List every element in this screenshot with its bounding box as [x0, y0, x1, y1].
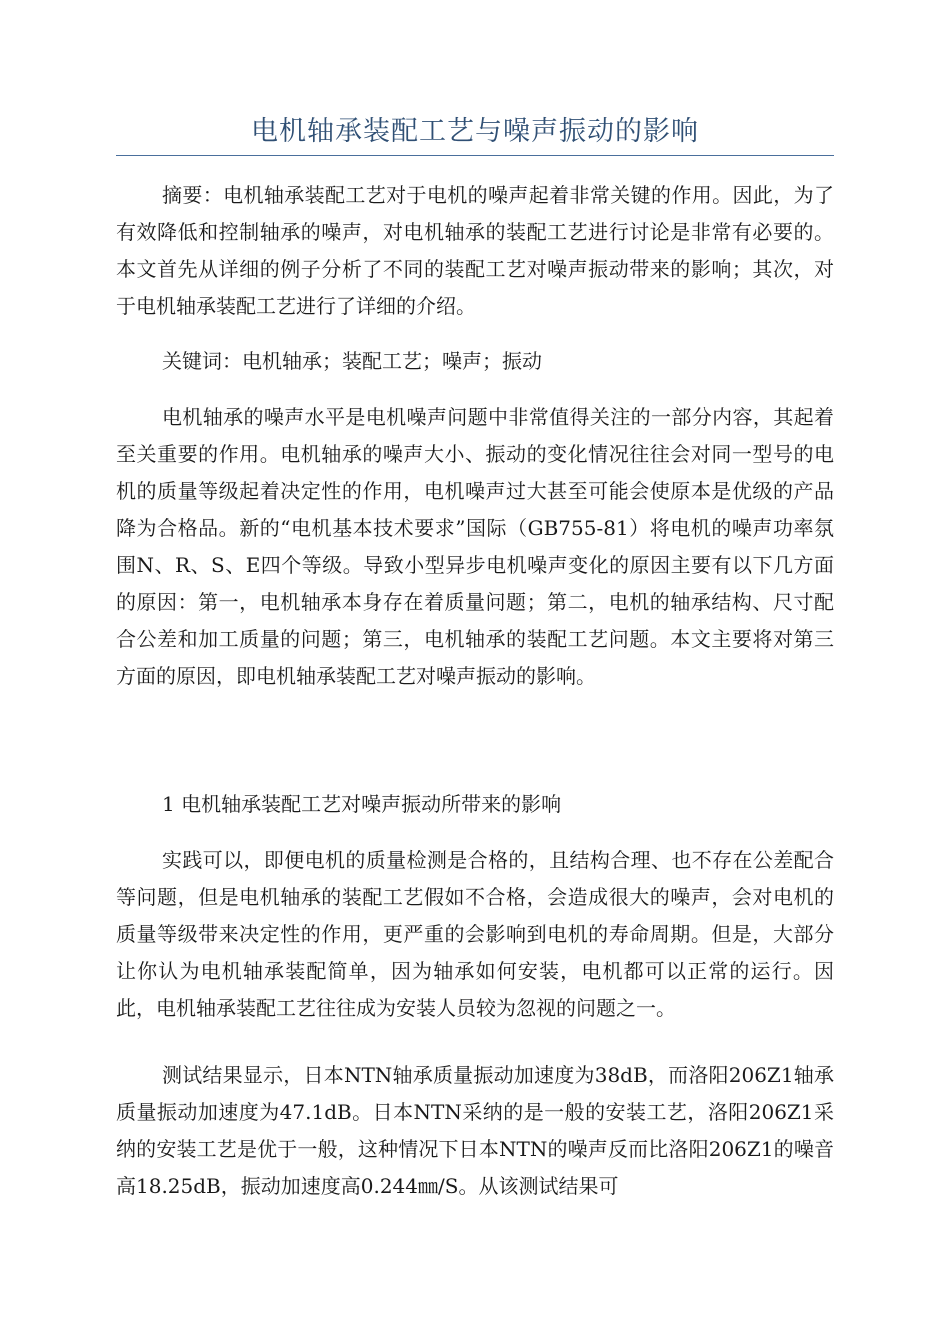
title-underline: [116, 155, 834, 156]
document-title: 电机轴承装配工艺与噪声振动的影响: [251, 116, 699, 147]
test-result-paragraph: 测试结果显示，日本NTN轴承质量振动加速度为38dB，而洛阳206Z1轴承质量振动加速度为47.1dB。日本NTN采纳的是一般的安装工艺，洛阳206Z1采纳的安装工艺是优于一般，这种情况下日本NTN的噪声反而比洛阳206Z1的噪音高18.25dB，振动加速度高0.244㎜/S。从该测试结果可: [116, 1063, 834, 1198]
practice-paragraph: 实践可以，即便电机的质量检测是合格的，且结构合理、也不存在公差配合等问题，但是电机轴承的装配工艺假如不合格，会造成很大的噪声，会对电机的质量等级带来决定性的作用，更严重的会影响到电机的寿命周期。但是，大部分让你认为电机轴承装配简单，因为轴承如何安装，电机都可以正常的运行。因此，电机轴承装配工艺往往成为安装人员较为忽视的问题之一。: [116, 848, 834, 1020]
keywords-paragraph: 关键词：电机轴承；装配工艺；噪声；振动: [162, 349, 542, 373]
section-heading-1: 1 电机轴承装配工艺对噪声振动所带来的影响: [162, 792, 562, 816]
abstract-paragraph: 摘要：电机轴承装配工艺对于电机的噪声起着非常关键的作用。因此，为了有效降低和控制轴承的噪声，对电机轴承的装配工艺进行讨论是非常有必要的。本文首先从详细的例子分析了不同的装配工艺对噪声振动带来的影响；其次，对于电机轴承装配工艺进行了详细的介绍。: [116, 183, 834, 318]
intro-paragraph: 电机轴承的噪声水平是电机噪声问题中非常值得关注的一部分内容，其起着至关重要的作用。电机轴承的噪声大小、振动的变化情况往往会对同一型号的电机的质量等级起着决定性的作用，电机噪声过大甚至可能会使原本是优级的产品降为合格品。新的“电机基本技术要求”国际（GB755-81）将电机的噪声功率氛围N、R、S、E四个等级。导致小型异步电机噪声变化的原因主要有以下几方面的原因：第一，电机轴承本身存在着质量问题；第二，电机的轴承结构、尺寸配合公差和加工质量的问题；第三，电机轴承的装配工艺问题。本文主要将对第三方面的原因，即电机轴承装配工艺对噪声振动的影响。: [116, 405, 834, 688]
